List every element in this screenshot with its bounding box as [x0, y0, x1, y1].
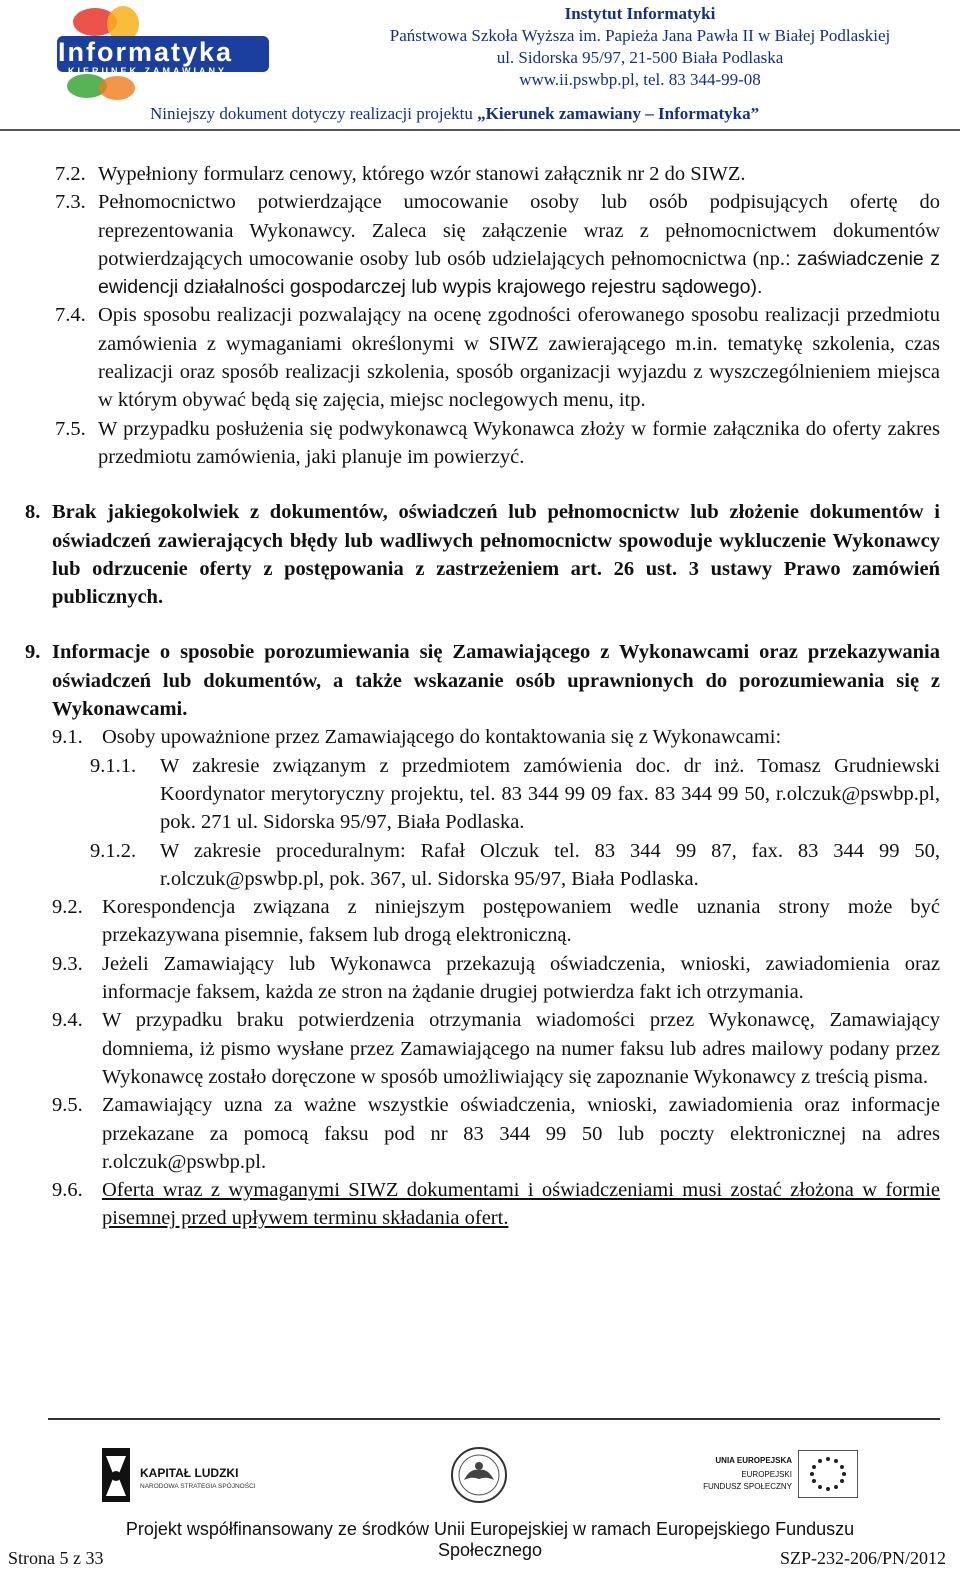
page-number: Strona 5 z 33 — [8, 1548, 104, 1568]
section-text: W zakresie związanym z przedmiotem zamówienia doc. dr inż. Tomasz Grudniewski Koordynator merytoryczny projektu, tel. 83 344 99 09 fax. 83 344 99 50, r.olczuk@pswbp.pl, pok. 271 ul. Sidorska 95/97, Biała Podlaska. — [160, 754, 940, 834]
logo-main-text: Informatyka — [58, 37, 234, 67]
section-number: 7.4. — [55, 304, 86, 327]
section-9-6 — [52, 1176, 940, 1233]
project-name: „Kierunek zamawiany – Informatyka” — [477, 104, 760, 123]
university-seal-icon — [450, 1446, 508, 1504]
university-name: Państwowa Szkoła Wyższa im. Papieża Jana Pawła II w Białej Podlaskiej — [389, 26, 891, 45]
footer-logos — [0, 1432, 960, 1512]
page-header — [0, 0, 960, 132]
footer-divider — [48, 1418, 940, 1420]
section-number: 7.2. — [55, 163, 86, 185]
section-number: 9.1.2. — [90, 839, 137, 862]
section-number: 9.2. — [52, 896, 83, 919]
section-number: 9. — [25, 641, 41, 664]
section-7-5 — [55, 415, 940, 472]
section-9-1-1 — [90, 752, 940, 837]
section-text — [55, 188, 940, 301]
section-9-2 — [52, 893, 940, 950]
address-line: ul. Sidorska 95/97, 21-500 Biała Podlaska — [496, 48, 784, 67]
section-number: 9.6. — [52, 1179, 83, 1202]
section-text: Zamawiający uzna za ważne wszystkie oświadczenia, wnioski, zawiadomienia oraz informacje przekazane za pomocą faksu pod nr 83 344 99 50 lub poczty elektronicznej na adres r.olczuk@pswbp.pl. — [102, 1094, 940, 1173]
section-number: 9.5. — [52, 1094, 83, 1117]
section-number: 7.3. — [55, 191, 86, 214]
project-note — [150, 104, 810, 124]
section-text: W przypadku posłużenia się podwykonawcą Wykonawca złoży w formie załącznika do oferty zakres przedmiotu zamówienia, jaki planuje im powierzyć. — [98, 417, 940, 468]
section-7-4 — [55, 301, 940, 414]
eu-label: UNIA EUROPEJSKA — [715, 1456, 792, 1465]
eu-flag-icon — [798, 1450, 858, 1498]
header-divider — [0, 129, 960, 131]
section-text: Wypełniony formularz cenowy, którego wzór stanowi załącznik nr 2 do SIWZ. — [98, 163, 746, 185]
document-body — [0, 160, 960, 1233]
section-9-1-2 — [90, 837, 940, 894]
section-text-part-a: Pełnomocnictwo potwierdzające umocowanie osoby lub osób podpisujących ofertę do reprezentowania Wykonawcy. Zaleca się załączenie wraz z pełnomocnictwem dokumentów potwierdzających umocowanie osoby lub osób udzielających pełnomocnictwa (np. — [98, 191, 940, 270]
section-number: 9.4. — [52, 1009, 83, 1032]
eu-efs-logo — [698, 1446, 858, 1506]
institution-name: Instytut Informatyki — [564, 4, 716, 23]
website-phone: www.ii.pswbp.pl, tel. 83 344-99-08 — [519, 70, 761, 89]
informatyka-logo — [55, 2, 270, 102]
efs-label-2: FUNDUSZ SPOŁECZNY — [703, 1482, 792, 1491]
section-text: W przypadku braku potwierdzenia otrzymania wiadomości przez Wykonawcę, Zamawiający domniema, iż pismo wysłane przez Zamawiającego na numer faksu lub adres mailowy podany przez Wykonawcę zostało doręczone w sposób umożliwiający się zapoznanie Wykonawcy z treścią pisma. — [102, 1009, 940, 1088]
kapital-ludzki-subtitle: NARODOWA STRATEGIA SPÓJNOŚCI — [140, 1483, 256, 1490]
section-number: 9.3. — [52, 952, 83, 975]
section-text: Korespondencja związana z niniejszym postępowaniem wedle uznania strony może być przekazywana pisemnie, faksem lub drogą elektroniczną. — [102, 896, 940, 947]
section-number: 9.1. — [52, 726, 83, 749]
section-9 — [25, 638, 940, 723]
section-text-part-b: : zaświadczenie z ewidencji działalności gospodarczej lub wypis krajowego rejestru sądowego). — [98, 247, 940, 299]
section-9-1 — [52, 723, 940, 751]
efs-label-1: EUROPEJSKI — [741, 1470, 792, 1479]
section-text: Brak jakiegokolwiek z dokumentów, oświadczeń lub pełnomocnictw lub złożenie dokumentów i oświadczeń zawierających błędy lub wadliwych pełnomocnictw spowoduje wykluczenie Wykonawcy lub odrzucenie oferty z postępowania z zastrzeżeniem art. 26 ust. 3 ustawy Prawo zamówień publicznych. — [52, 501, 940, 609]
section-7-3 — [55, 188, 940, 301]
cofinancing-note: Projekt współfinansowany ze środków Unii Europejskiej w ramach Europejskiego Funduszu Społecznego — [125, 1519, 855, 1560]
section-text: W zakresie proceduralnym: Rafał Olczuk tel. 83 344 99 87, fax. 83 344 99 50, r.olczuk@pswbp.pl, pok. 367, ul. Sidorska 95/97, Biała Podlaska. — [160, 839, 940, 890]
section-9-3 — [52, 950, 940, 1007]
section-text: Oferta wraz z wymaganymi SIWZ dokumentami i oświadczeniami musi zostać złożona w formie pisemnej przed upływem terminu składania ofert. — [102, 1179, 940, 1230]
kapital-ludzki-emblem — [98, 1446, 134, 1504]
section-7-2 — [55, 160, 940, 188]
section-number: 8. — [25, 501, 41, 524]
section-8 — [25, 498, 940, 611]
section-9-4 — [52, 1006, 940, 1091]
section-text: Informacje o sposobie porozumiewania się Zamawiającego z Wykonawcami oraz przekazywania oświadczeń lub dokumentów, a także wskazanie osób uprawnionych do porozumiewania się z Wykonawcami. — [52, 641, 940, 721]
kapital-ludzki-title: KAPITAŁ LUDZKI — [140, 1466, 239, 1480]
institution-info — [340, 3, 940, 91]
logo-sub-text: KIERUNEK ZAMAWIANY — [68, 66, 227, 76]
section-text: Osoby upoważnione przez Zamawiającego do kontaktowania się z Wykonawcami: — [102, 726, 782, 749]
section-number: 7.5. — [55, 417, 86, 440]
section-text: Jeżeli Zamawiający lub Wykonawca przekazują oświadczenia, wnioski, zawiadomienia oraz informacje faksem, każda ze stron na żądanie drugiej potwierdza fakt ich otrzymania. — [102, 952, 940, 1004]
document-id: SZP-232-206/PN/2012 — [779, 1548, 946, 1568]
section-number: 9.1.1. — [90, 754, 137, 777]
section-9-5 — [52, 1091, 940, 1176]
kapital-ludzki-logo — [98, 1446, 268, 1506]
section-text: Opis sposobu realizacji pozwalający na ocenę zgodności oferowanego sposobu realizacji przedmiotu zamówienia z wymaganiami określonymi w SIWZ zawierającego m.in. tematykę szkolenia, czas realizacji oraz sposób realizacji szkolenia, sposób organizacji wyjazdu z wyszczególnieniem miejsca w którym obywać będą się zajęcia, miejsc noclegowych menu, itp. — [98, 304, 940, 412]
university-emblem — [450, 1446, 508, 1504]
project-note-prefix: Niniejszy dokument dotyczy realizacji projektu — [150, 104, 478, 123]
